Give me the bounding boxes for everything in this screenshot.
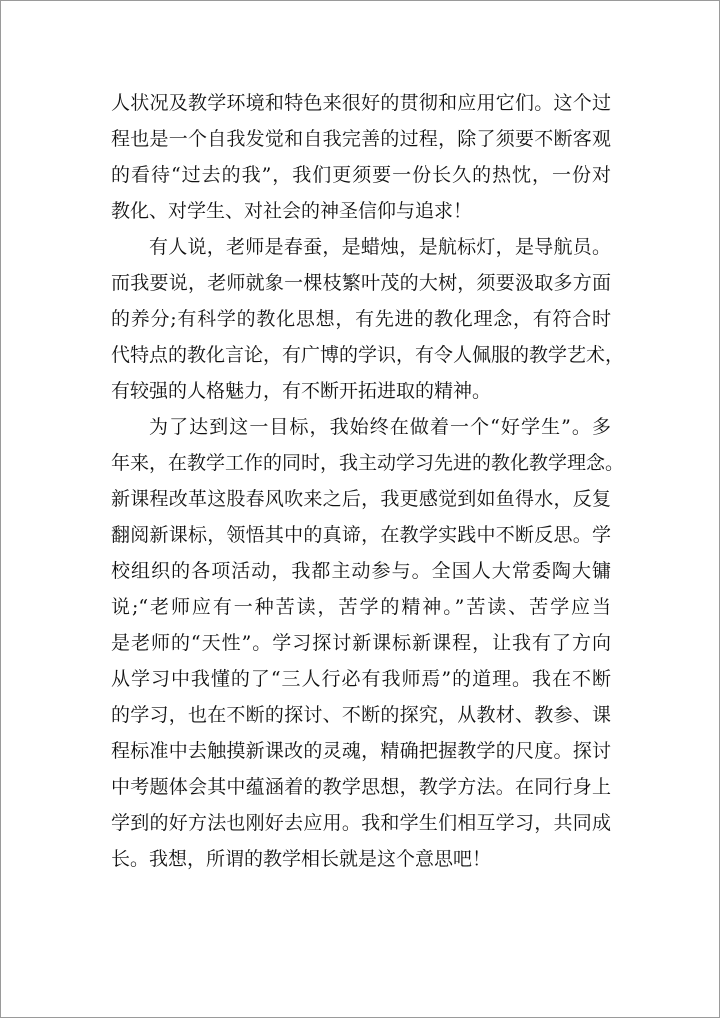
text-line: 代特点的教化言论，有广博的学识，有令人佩服的教学艺术， [111,344,625,366]
text-line: 学到的好方法也刚好去应用。我和学生们相互学习，共同成 [111,812,611,834]
text-line: 为了达到这一目标，我始终在做着一个“好学生”。多 [149,416,611,438]
text-line: 程也是一个自我发觉和自我完善的过程，除了须要不断客观 [111,128,611,150]
text-line: 是老师的“天性”。学习探讨新课标新课程，让我有了方向 [111,632,611,654]
text-line: 长。我想，所谓的教学相长就是这个意思吧！ [111,848,492,870]
document-body-text [111,85,625,877]
text-line: 而我要说，老师就象一棵枝繁叶茂的大树，须要汲取多方面 [111,272,611,294]
text-line: 程标准中去触摸新课改的灵魂，精确把握教学的尺度。探讨 [111,740,611,762]
text-line: 有人说，老师是春蚕，是蜡烛，是航标灯，是导航员。 [149,236,611,258]
text-line: 说;“老师应有一种苦读，苦学的精神。”苦读、苦学应当 [111,596,611,618]
text-line: 从学习中我懂的了“三人行必有我师焉”的道理。我在不断 [111,668,611,690]
text-line: 中考题体会其中蕴涵着的教学思想，教学方法。在同行身上 [111,776,611,798]
text-line: 有较强的人格魅力，有不断开拓进取的精神。 [111,380,492,402]
text-line: 教化、对学生、对社会的神圣信仰与追求！ [111,200,473,222]
text-line: 年来，在教学工作的同时，我主动学习先进的教化教学理念。 [111,452,625,474]
text-line: 新课程改革这股春风吹来之后，我更感觉到如鱼得水，反复 [111,488,611,510]
text-line: 的学习，也在不断的探讨、不断的探究，从教材、教参、课 [111,704,611,726]
text-line: 的养分;有科学的教化思想，有先进的教化理念，有符合时 [111,308,611,330]
text-line: 的看待“过去的我”，我们更须要一份长久的热忱，一份对 [111,164,611,186]
text-line: 人状况及教学环境和特色来很好的贯彻和应用它们。这个过 [111,92,611,114]
text-line: 翻阅新课标，领悟其中的真谛，在教学实践中不断反思。学 [111,524,611,546]
text-line: 校组织的各项活动，我都主动参与。全国人大常委陶大镛 [111,560,611,582]
